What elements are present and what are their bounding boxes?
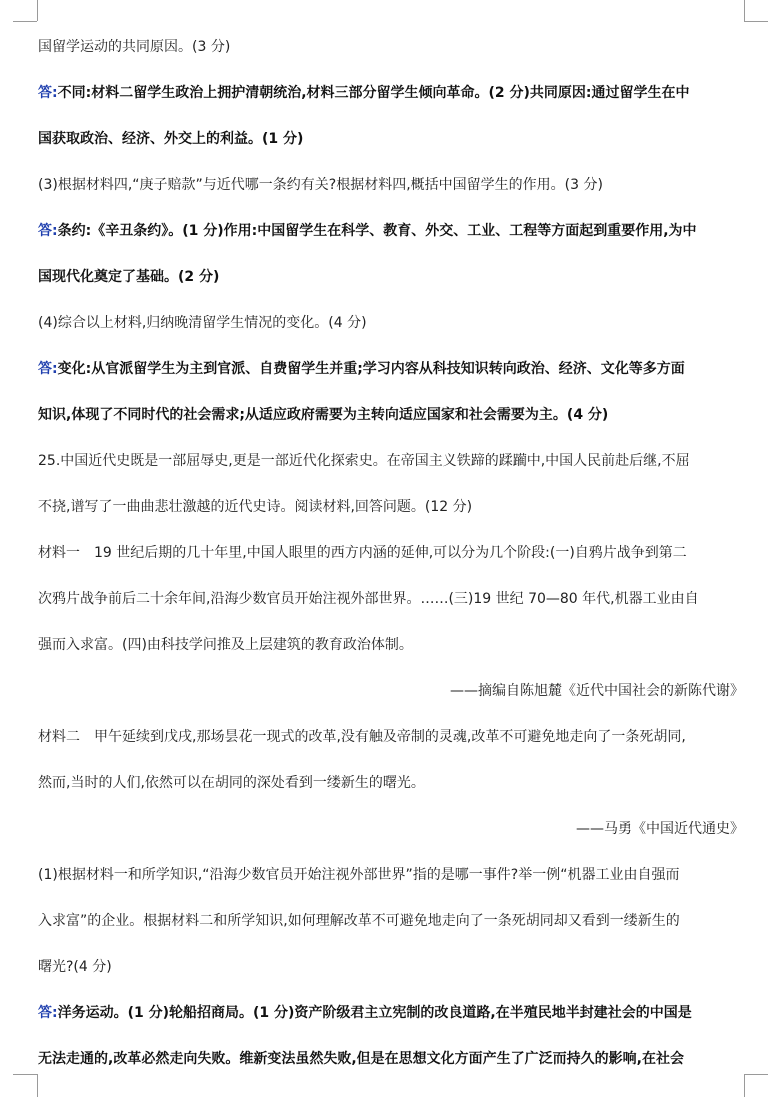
line-text: 材料一 19 世纪后期的几十年里,中国人眼里的西方内涵的延伸,可以分为几个阶段:(一)自鸦片战争到第二 (38, 545, 687, 561)
question-text-line (38, 308, 744, 354)
source-citation (38, 814, 744, 860)
material-text-line (38, 768, 744, 814)
citation-text: ——摘编自陈旭麓《近代中国社会的新陈代谢》 (450, 683, 744, 699)
line-text: (4)综合以上材料,归纳晚清留学生情况的变化。(4 分) (38, 315, 367, 331)
line-text: 不挠,谱写了一曲曲悲壮激越的近代史诗。阅读材料,回答问题。(12 分) (38, 499, 473, 515)
answer-label: 答: (38, 1005, 58, 1021)
answer-label: 答: (38, 223, 58, 239)
line-text: (3)根据材料四,“庚子赔款”与近代哪一条约有关?根据材料四,概括中国留学生的作用。(3 分) (38, 177, 603, 193)
line-text: 次鸦片战争前后二十余年间,沿海少数官员开始注视外部世界。……(三)19 世纪 70—80 年代,机器工业由自 (38, 591, 699, 607)
answer-line (38, 1044, 744, 1090)
answer-line (38, 262, 744, 308)
answer-line (38, 400, 744, 446)
line-text: 25.中国近代史既是一部屈辱史,更是一部近代化探索史。在帝国主义铁蹄的蹂躏中,中国人民前赴后继,不屈 (38, 453, 690, 469)
line-text: 强而入求富。(四)由科技学问推及上层建筑的教育政治体制。 (38, 637, 413, 653)
answer-text: 不同:材料二留学生政治上拥护清朝统治,材料三部分留学生倾向革命。(2 分)共同原因:通过留学生在中 (57, 85, 690, 101)
question-text-line (38, 906, 744, 952)
answer-line (38, 354, 744, 400)
answer-line (38, 216, 744, 262)
crop-mark-bottom-right-horizontal (744, 1074, 768, 1075)
answer-text: 国现代化奠定了基础。(2 分) (38, 269, 220, 285)
material-text-line (38, 538, 744, 584)
answer-text: 洋务运动。(1 分)轮船招商局。(1 分)资产阶级君主立宪制的改良道路,在半殖民地半封建社会的中国是 (57, 1005, 692, 1021)
answer-label: 答: (38, 85, 58, 101)
crop-mark-bottom-left-horizontal (13, 1074, 37, 1075)
answer-text: 国获取政治、经济、外交上的利益。(1 分) (38, 131, 304, 147)
question-text-line (38, 860, 744, 906)
answer-text: 知识,体现了不同时代的社会需求;从适应政府需要为主转向适应国家和社会需要为主。(4 分) (38, 407, 609, 423)
line-text: 入求富”的企业。根据材料二和所学知识,如何理解改革不可避免地走向了一条死胡同却又看到一缕新生的 (38, 913, 680, 929)
question-text-line (38, 32, 744, 78)
line-text: 然而,当时的人们,依然可以在胡同的深处看到一缕新生的曙光。 (38, 775, 425, 791)
answer-text: 无法走通的,改革必然走向失败。维新变法虽然失败,但是在思想文化方面产生了广泛而持久的影响,在社会 (38, 1051, 684, 1067)
question-text-line (38, 446, 744, 492)
crop-mark-top-left-vertical (37, 0, 38, 21)
line-text: 曙光?(4 分) (38, 959, 112, 975)
question-text-line (38, 952, 744, 998)
crop-mark-top-left-horizontal (13, 21, 37, 22)
answer-text: 变化:从官派留学生为主到官派、自费留学生并重;学习内容从科技知识转向政治、经济、文化等多方面 (57, 361, 685, 377)
question-text-line (38, 170, 744, 216)
crop-mark-bottom-right-vertical (744, 1074, 745, 1097)
line-text: (1)根据材料一和所学知识,“沿海少数官员开始注视外部世界”指的是哪一事件?举一例“机器工业由自强而 (38, 867, 680, 883)
answer-line (38, 998, 744, 1044)
answer-label: 答: (38, 361, 58, 377)
line-text: 国留学运动的共同原因。(3 分) (38, 39, 231, 55)
answer-line (38, 124, 744, 170)
crop-mark-top-right-horizontal (744, 21, 768, 22)
material-text-line (38, 584, 744, 630)
crop-mark-top-right-vertical (744, 0, 745, 21)
answer-text: 条约:《辛丑条约》。(1 分)作用:中国留学生在科学、教育、外交、工业、工程等方面起到重要作用,为中 (57, 223, 697, 239)
material-text-line (38, 630, 744, 676)
material-text-line (38, 722, 744, 768)
source-citation (38, 676, 744, 722)
document-body (38, 32, 744, 1090)
citation-text: ——马勇《中国近代通史》 (576, 821, 744, 837)
question-text-line (38, 492, 744, 538)
answer-line (38, 78, 744, 124)
line-text: 材料二 甲午延续到戊戌,那场昙花一现式的改革,没有触及帝制的灵魂,改革不可避免地走向了一条死胡同, (38, 729, 686, 745)
